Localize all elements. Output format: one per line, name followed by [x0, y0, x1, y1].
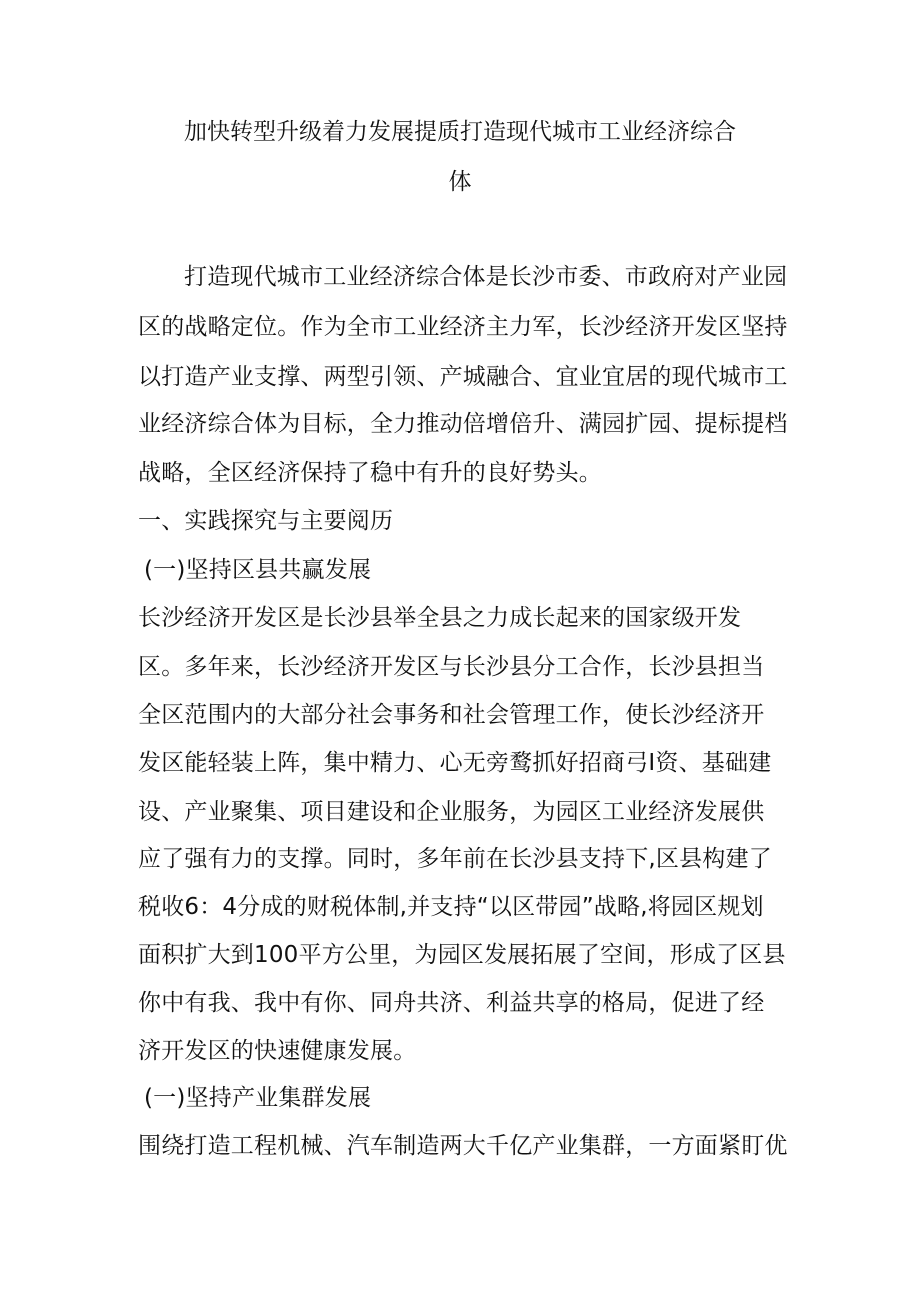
sub1-line-8: 面积扩大到100平方公里，为园区发展拓展了空间，形成了区县 — [138, 942, 786, 968]
sub1-line-5: 设、产业聚集、项目建设和企业服务，为园区工业经济发展供 — [138, 799, 765, 825]
intro-line-1: 打造现代城市工业经济综合体是长沙市委、市政府对产业园 — [184, 264, 788, 290]
sub1-line-6: 应了强有力的支撑。同时，多年前在长沙县支持下,区县构建了 — [138, 846, 772, 872]
sub1-line-3: 全区范围内的大部分社会事务和社会管理工作，使长沙经济开 — [138, 702, 765, 728]
sub1-line-9: 你中有我、我中有你、同舟共济、利益共享的格局，促进了经 — [138, 990, 765, 1016]
sub1-line-1: 长沙经济开发区是长沙县举全县之力成长起来的国家级开发 — [138, 605, 742, 631]
sub1-line-4: 发区能轻装上阵，集中精力、心无旁鹜抓好招商弓I资、基础建 — [138, 750, 772, 776]
intro-line-4: 业经济综合体为目标，全力推动倍增倍升、满园扩园、提标提档 — [138, 411, 788, 437]
subsection-2-heading: (一)坚持产业集群发展 — [144, 1085, 372, 1111]
sub1-line-2: 区。多年来，长沙经济开发区与长沙县分工合作，长沙县担当 — [138, 654, 765, 680]
subsection-1-heading: (一)坚持区县共赢发展 — [144, 557, 372, 583]
intro-line-2: 区的战略定位。作为全市工业经济主力军，长沙经济开发区坚持 — [138, 314, 788, 340]
sub1-line-7: 税收6：4分成的财税体制,并支持“以区带园”战略,将园区规划 — [138, 894, 764, 920]
intro-line-3: 以打造产业支撑、两型引领、产城融合、宜业宜居的现代城市工 — [138, 364, 788, 390]
sub2-line-1: 围绕打造工程机械、汽车制造两大千亿产业集群，一方面紧盯优 — [138, 1133, 788, 1159]
document-title-line-2: 体 — [448, 169, 472, 195]
section-1-heading: 一、实践探究与主要阅历 — [138, 508, 394, 534]
intro-line-5: 战略，全区经济保持了稳中有升的良好势头。 — [138, 460, 602, 486]
sub1-line-10: 济开发区的快速健康发展。 — [138, 1038, 417, 1064]
document-title-line-1: 加快转型升级着力发展提质打造现代城市工业经济综合 — [184, 119, 736, 145]
